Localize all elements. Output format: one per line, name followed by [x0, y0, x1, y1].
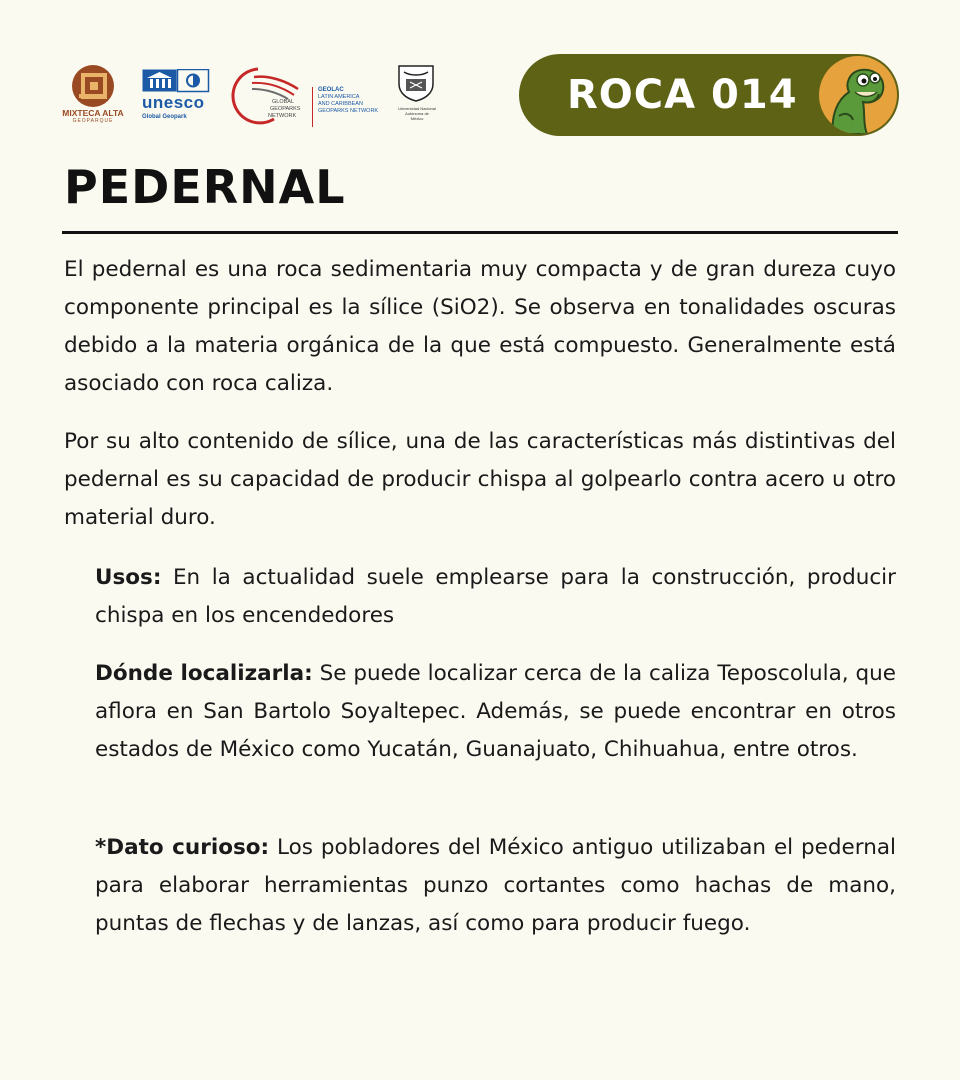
- ggn-line2: GEOPARKS: [270, 106, 301, 112]
- dato-label: *Dato curioso:: [95, 835, 270, 860]
- unesco-sub: Global Geopark: [142, 114, 187, 120]
- unesco-temple-icon: [142, 69, 210, 93]
- donde-label: Dónde localizarla:: [95, 661, 313, 686]
- unam-shield-icon: [396, 64, 436, 102]
- usos-label: Usos:: [95, 565, 162, 590]
- ggn-line1: GLOBAL: [272, 99, 295, 105]
- title-divider: [62, 231, 898, 234]
- dinosaur-mascot-icon: [819, 56, 897, 134]
- unam-logo: [396, 64, 438, 130]
- geolac-line2: LATIN AMERICA: [318, 94, 360, 100]
- rock-number-label: ROCA 014: [567, 72, 798, 118]
- page-title: PEDERNAL: [64, 160, 346, 214]
- unesco-name: unesco: [142, 93, 205, 112]
- usos-text: En la actualidad suele emplearse para la construcción, producir chispa en los encendedores: [95, 565, 896, 628]
- partner-logos: [62, 62, 462, 132]
- unesco-logo: [142, 69, 214, 129]
- unam-line2: Autónoma de: [405, 111, 429, 116]
- donde-text: Se puede localizar cerca de la caliza Teposcolula, que aflora en San Bartolo Soyaltepec. Además, se puede encontrar en otros estados de México como Yucatán, Guanajuato, Chihuahua, entre otros.: [95, 661, 896, 762]
- unam-line3: México: [410, 116, 424, 121]
- rock-number-badge: [519, 54, 899, 136]
- geolac-line3: AND CARIBBEAN: [318, 101, 363, 107]
- ggn-line3: NETWORK: [268, 113, 297, 119]
- mixteca-alta-logo: [62, 62, 124, 132]
- mixteca-sub: GEOPARQUE: [72, 118, 114, 124]
- unam-line1: Universidad Nacional: [398, 106, 436, 111]
- mixteca-glyph-icon: [62, 62, 124, 110]
- global-geoparks-network-logo: [224, 65, 306, 129]
- donde-section: [95, 655, 896, 769]
- dato-curioso-section: [95, 829, 896, 943]
- geolac-line1: GEOLAC: [318, 87, 344, 93]
- spark-paragraph: Por su alto contenido de sílice, una de las características más distintivas del pedernal es su capacidad de producir chispa al golpearlo contra acero u otro material duro.: [64, 429, 896, 530]
- geolac-logo: [312, 87, 396, 127]
- mixteca-name: MIXTECA ALTA: [62, 108, 124, 118]
- geolac-line4: GEOPARKS NETWORK: [318, 108, 379, 114]
- usos-section: [95, 559, 896, 635]
- dato-text: Los pobladores del México antiguo utilizaban el pedernal para elaborar herramientas punzo cortantes como hachas de mano, puntas de flechas y de lanzas, así como para producir fuego.: [95, 835, 897, 936]
- intro-paragraph: El pedernal es una roca sedimentaria muy compacta y de gran dureza cuyo componente principal es la sílice (SiO2). Se observa en tonalidades oscuras debido a la materia orgánica de la que está compuesto. Generalmente está asociado con roca caliza.: [64, 257, 896, 396]
